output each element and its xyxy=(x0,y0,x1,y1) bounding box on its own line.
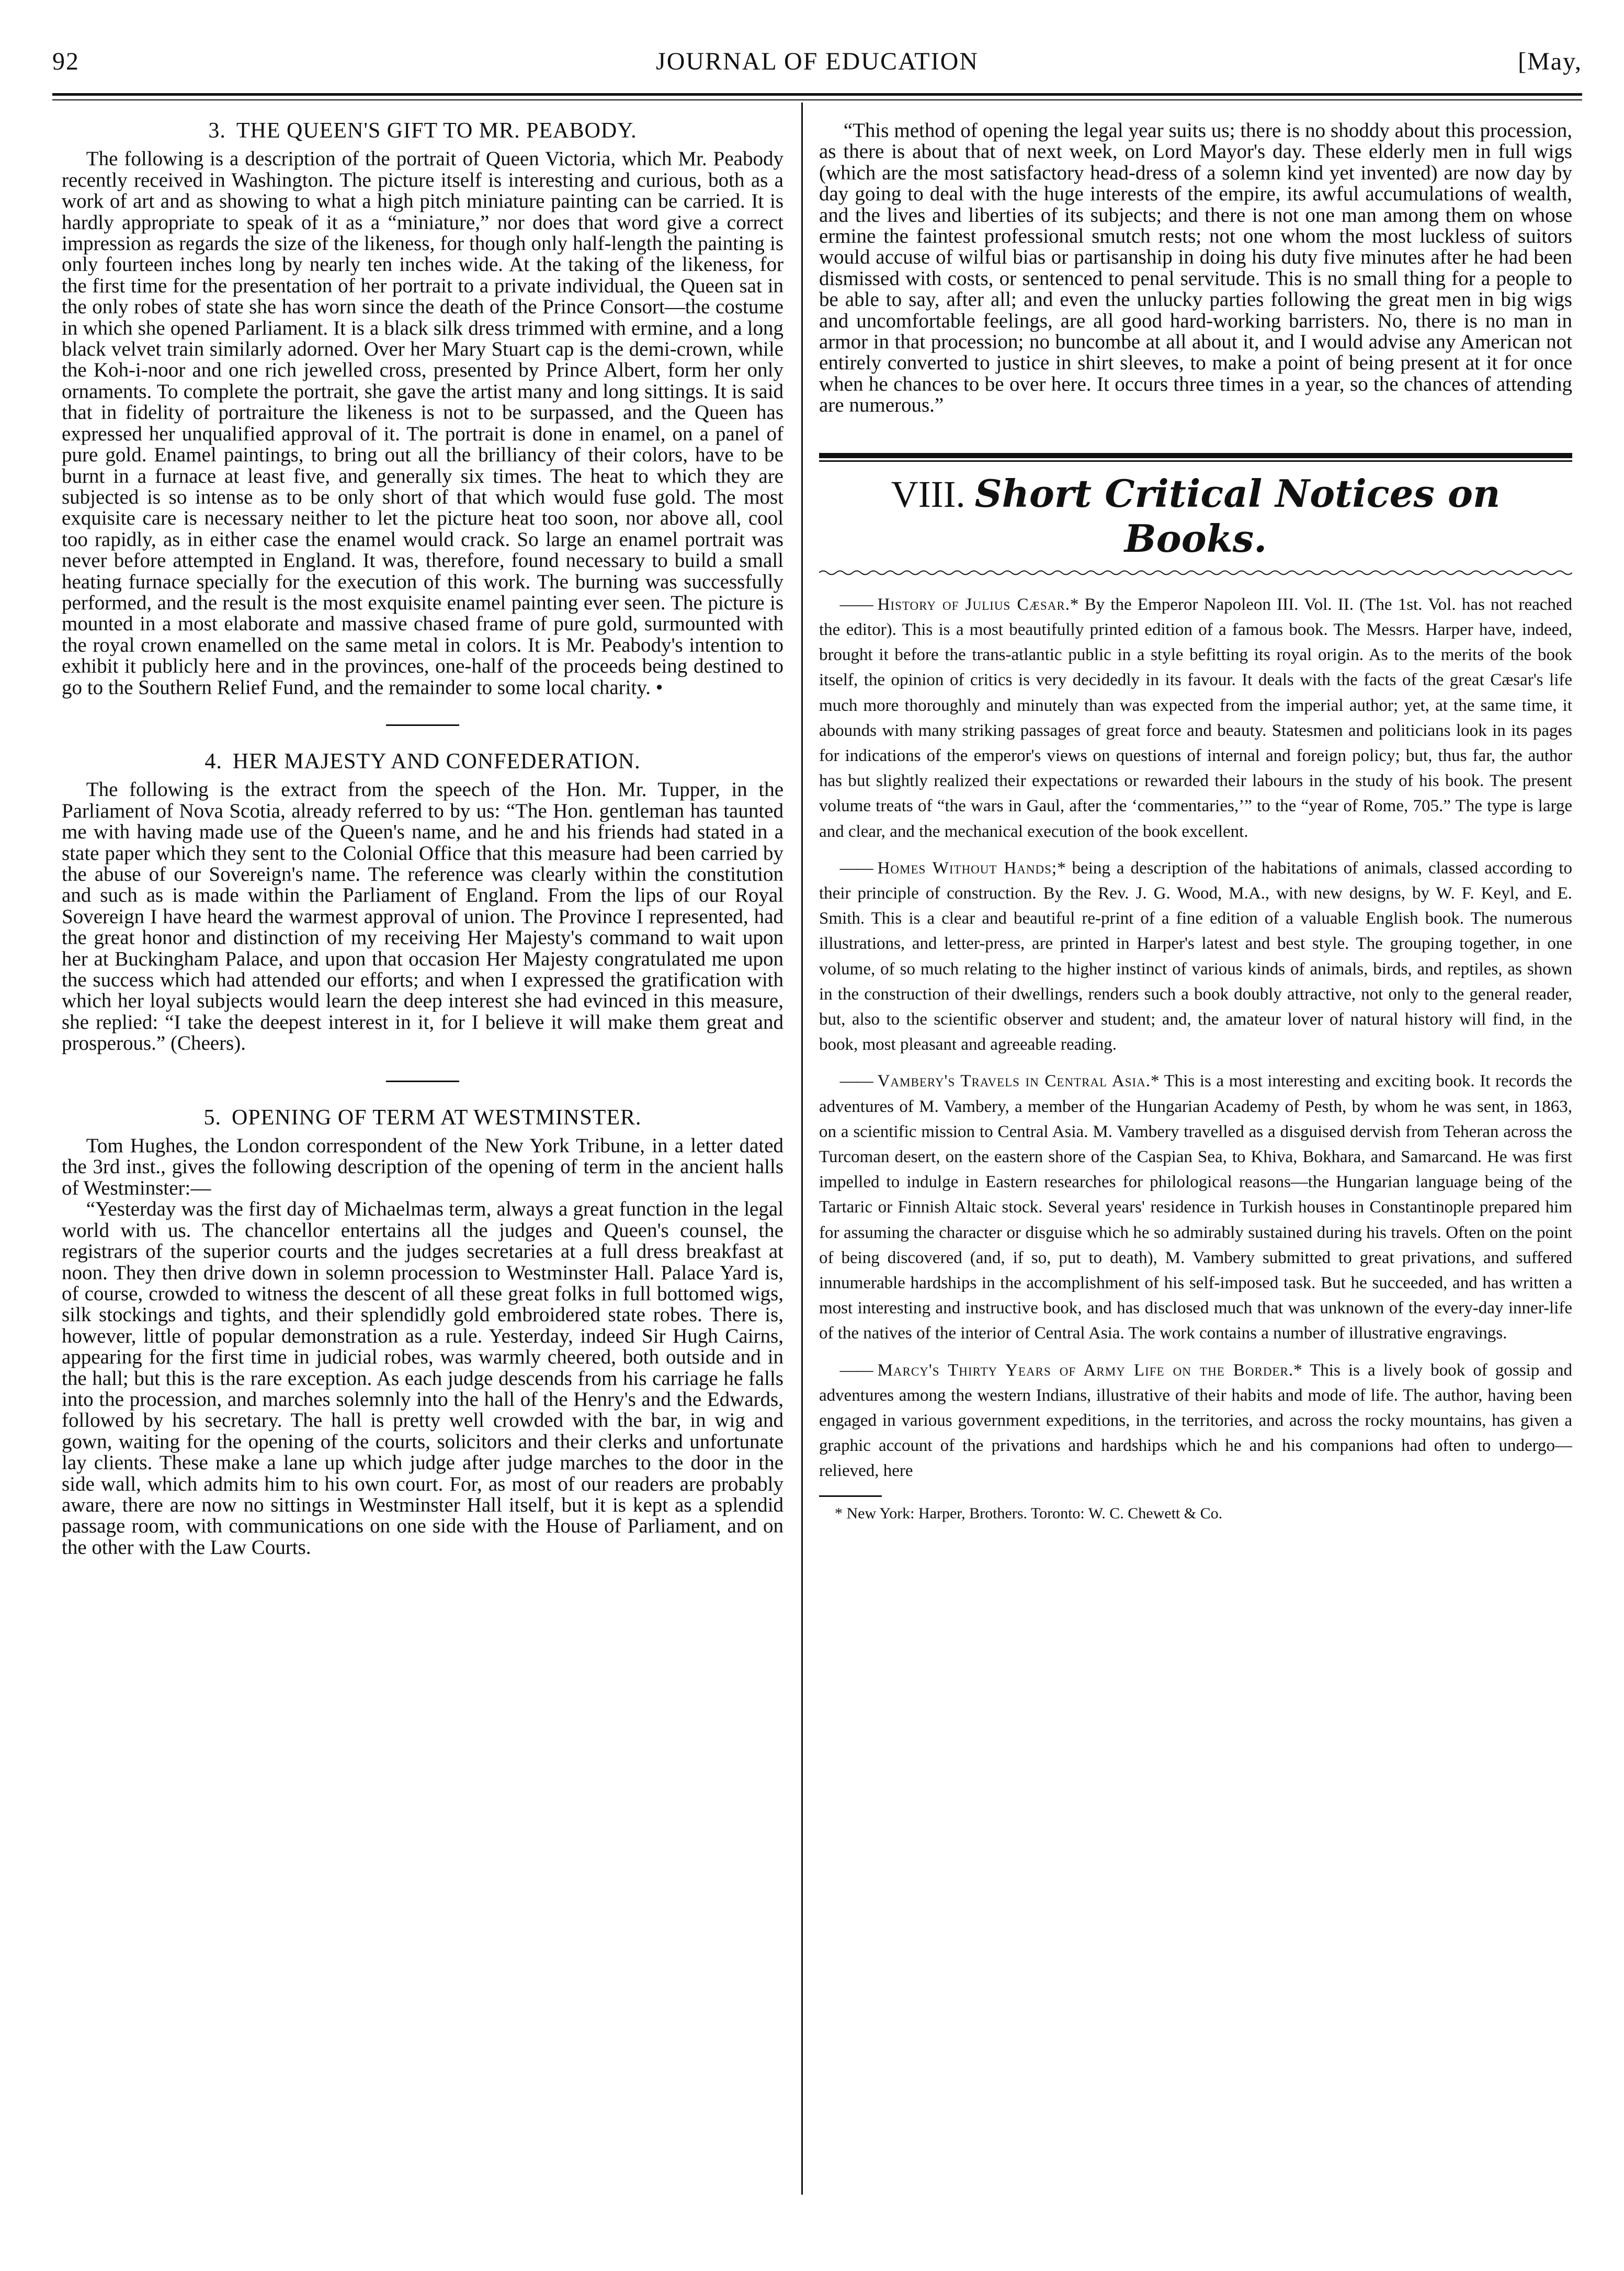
journal-title: JOURNAL OF EDUCATION xyxy=(656,48,979,75)
westminster-quote-continued: “This method of opening the legal year suits us; there is no shoddy about this procession, as there is about that of next week, on Lord Mayor's day. These elderly men in full wigs (which are the most satisfactory head-dress of a solemn kind yet invented) are now day by day going to deal with the huge interests of the empire, its awful accumulations of wealth, and the lives and liberties of its subjects; and there is not one man among them on whose ermine the faintest professional smutch rests; not one whom the most luckless of suitors would accuse of wilful bias or partisanship in doing his duty five minutes after he had been dismissed with costs, or sentenced to penal servitude. This is no small thing for a people to be able to say, after all; and even the unlucky parties following the great men in big wigs and uncomfortable feelings, are all good hard-working barristers. No, there is no man in armor in that procession; no buncombe at all about it, and I would advise any American not entirely converted to justice in shirt sleeves, to make a point of being present at it for once when he chances to be over here. It occurs three times in a year, so the chances of attending are numerous.” xyxy=(819,119,1572,417)
header-rule-thin xyxy=(52,99,1582,100)
chapter-numeral: VIII. xyxy=(891,473,966,515)
book-title: Marcy's Thirty Years of Army Life on the Border. xyxy=(877,1360,1294,1380)
section-heading xyxy=(62,120,783,141)
section-title: THE QUEEN'S GIFT TO MR. PEABODY. xyxy=(236,119,637,143)
book-notice: —— History of Julius Cæsar.* By the Emperor Napoleon III. Vol. II. (The 1st. Vol. has not reached the editor). This is a most beautifully printed edition of a famous book. The Messrs. Harper have, indeed, brought it before the trans-atlantic public in a style befitting its royal origin. As to the merits of the book itself, the opinion of critics is very decidedly in its favour. It deals with the facts of the great Cæsar's life much more thoroughly and minutely than was expected from the imperial author; yet, at the same time, it abounds with many striking passages of great force and beauty. Statesmen and politicians look in its pages for indications of the emperor's views on questions of internal and foreign policy; but, thus far, the author has but slightly realized their expectations or rewarded their labours in the study of his book. The present volume treats of “the wars in Gaul, after the ‘commentaries,’” to the “year of Rome, 705.” The type is large and clear, and the mechanical execution of the book excellent. xyxy=(819,595,1573,841)
left-column xyxy=(62,120,783,1558)
wavy-rule-ornament xyxy=(819,569,1572,577)
chapter-rule-thin xyxy=(819,460,1572,462)
article-paragraph: Tom Hughes, the London correspondent of the New York Tribune, in a letter dated the 3rd inst., gives the following description of the opening of term in the ancient halls of Westminster:— xyxy=(62,1134,783,1199)
chapter-heading xyxy=(819,471,1572,561)
section-number: 4. xyxy=(205,749,222,774)
chapter-rule-thick xyxy=(819,453,1572,458)
section-number: 3. xyxy=(208,119,226,143)
header-rule xyxy=(52,93,1582,96)
article-body: The following is the extract from the speech of the Hon. Mr. Tupper, in the Parliament of Nova Scotia, already referred to by us: “The Hon. gentleman has taunted me with having made use of the Queen's name, and he and his friends had stated in a state paper which they sent to the Colonial Office that this measure had been carried by the abuse of our Sovereign's name. The reference was clearly within the constitution and such as is made within the Parliament of England. From the lips of our Royal Sovereign I have heard the warmest approval of union. The Province I represented, had the great honor and distinction of my receiving Her Majesty's command to wait upon her at Buckingham Palace, and upon that occasion Her Majesty congratulated me upon the success which had attended our efforts; and when I expressed the gratification with which her loyal subjects would learn the deep interest she had evinced in this measure, she replied: “I take the deepest interest in it, for I believe it will make them great and prosperous.” (Cheers). xyxy=(62,778,783,1055)
article-queens-gift xyxy=(62,120,783,698)
book-notice: —— Marcy's Thirty Years of Army Life on the Border.* This is a lively book of gossip and adventures among the western Indians, illustrative of their habits and mode of life. The author, having been engaged in various government expeditions, in the territories, and across the rocky mountains, has given a graphic account of the privations and hardships which he and his companions had often to undergo—relieved, here xyxy=(819,1360,1572,1481)
issue-month: [May, xyxy=(1518,48,1582,75)
article-her-majesty xyxy=(62,751,783,1054)
article-paragraph: “Yesterday was the first day of Michaelmas term, always a great function in the legal world with us. The chancellor entertains all the judges and Queen's counsel, the registrars of the superior courts and the judges secretaries at a full dress breakfast at noon. They then drive down in solemn procession to Westminster Hall. Palace Yard is, of course, crowded to witness the descent of all these great folks in full bottomed wigs, silk stockings and tights, and their splendidly gold embroidered state robes. There is, however, little of popular demonstration as a rule. Yesterday, indeed Sir Hugh Cairns, appearing for the first time in judicial robes, was warmly cheered, both outside and in the hall; but this is the rare exception. As each judge descends from his carriage he falls into the procession, and marches solemnly into the hall of the Henry's and the Edwards, followed by his secretary. The hall is pretty well crowded with the bar, in wig and gown, waiting for the opening of the courts, solicitors and their clerks and unfortunate lay clients. These make a lane up which judge after judge marches to the door in the side wall, which admits him to his own court. For, as most of our readers are probably aware, there are now no sittings in Westminster Hall itself, but it is kept as a splendid passage room, with communications on one side with the House of Parliament, and on the other with the Law Courts. xyxy=(62,1198,783,1559)
book-title: Homes Without Hands; xyxy=(877,858,1058,878)
notice-text: * By the Emperor Napoleon III. Vol. II. (The 1st. Vol. has not reached the editor). This is a most beautifully printed edition of a famous book. The Messrs. Harper have, indeed, brought it before the trans-atlantic public in a style befitting its royal origin. As to the merits of the book itself, the opinion of critics is very decidedly in its favour. It deals with the facts of the great Cæsar's life much more thoroughly and minutely than was expected from the imperial author; yet, at the same time, it abounds with many striking passages of great force and beauty. Statesmen and politicians look in its pages for indications of the emperor's views on questions of internal and foreign policy; but, thus far, the author has but slightly realized their expectations or rewarded their labours in the study of his book. The present volume treats of “the wars in Gaul, after the ‘commentaries,’” to the “year of Rome, 705.” The type is large and clear, and the mechanical execution of the book excellent. xyxy=(819,595,1573,841)
book-notice: —— Homes Without Hands;* being a description of the habitations of animals, classed according to their principle of construction. By the Rev. J. G. Wood, M.A., with new designs, by W. F. Keyl, and E. Smith. This is a clear and beautiful re-print of a fine edition of a valuable English book. The numerous illustrations, and letter-press, are printed in Harper's latest and best style. The grouping together, in one volume, of so much relating to the higher instinct of various kinds of animals, birds, and reptiles, as shown in the construction of their dwellings, renders such a book doubly attractive, not only to the general reader, but, also to the scientific observer and student; and, the amateur lover of natural history will find, in the book, most pleasant and agreeable reading. xyxy=(819,858,1573,1054)
notice-text: * being a description of the habitations of animals, classed according to their principle of construction. By the Rev. J. G. Wood, M.A., with new designs, by W. F. Keyl, and E. Smith. This is a clear and beautiful re-print of a fine edition of a valuable English book. The numerous illustrations, and letter-press, are printed in Harper's latest and best style. The grouping together, in one volume, of so much relating to the higher instinct of various kinds of animals, birds, and reptiles, as shown in the construction of their dwellings, renders such a book doubly attractive, not only to the general reader, but, also to the scientific observer and student; and, the amateur lover of natural history will find, in the book, most pleasant and agreeable reading. xyxy=(819,858,1573,1054)
section-heading xyxy=(62,751,783,772)
footnote-rule xyxy=(819,1495,882,1497)
book-notices xyxy=(819,592,1572,1484)
chapter-title: Short Critical Notices on Books. xyxy=(974,471,1501,561)
section-separator xyxy=(386,1081,459,1082)
section-title: HER MAJESTY AND CONFEDERATION. xyxy=(232,749,641,774)
footnote: * New York: Harper, Brothers. Toronto: W. C. Chewett & Co. xyxy=(835,1504,1223,1522)
section-title: OPENING OF TERM AT WESTMINSTER. xyxy=(231,1105,642,1130)
notice-text: * This is a most interesting and exciting book. It records the adventures of M. Vambery, a member of the Hungarian Academy of Pesth, by whom he was sent, in 1863, on a scientific mission to Central Asia. M. Vambery travelled as a disguised dervish from Teheran across the Turcoman desert, on the eastern shore of the Caspian Sea, to Khiva, Bokhara, and Samarcand. He was first impelled to indulge in Eastern researches for philological reasons—the Hungarian language being of the Tartaric or Finnish Altaic stock. Several years' residence in Turkish houses in Constantinople prepared him for assuming the character or disguise which he so admirably sustained during his travels. Often on the point of being discovered (and, if so, put to death), M. Vambery submitted to great privations, and suffered innumerable hardships in the accomplishment of his self-imposed task. But he succeeded, and has written a most interesting and instructive book, and has disclosed much that was unknown of the every-day inner-life of the natives of the interior of Central Asia. The work contains a number of illustrative engravings. xyxy=(819,1072,1572,1343)
article-westminster xyxy=(62,1107,783,1559)
running-head xyxy=(52,42,1582,94)
section-number: 5. xyxy=(203,1105,221,1130)
book-title: History of Julius Cæsar. xyxy=(877,595,1070,614)
section-heading xyxy=(62,1107,783,1128)
right-column xyxy=(819,120,1572,1523)
page-number: 92 xyxy=(52,48,80,75)
column-divider xyxy=(801,103,803,2195)
article-body: The following is a description of the portrait of Queen Victoria, which Mr. Peabody recently received in Washington. The picture itself is interesting and curious, both as a work of art and as showing to what a high pitch miniature painting can be carried. It is hardly appropriate to speak of it as a “miniature,” nor does that word give a correct impression as regards the size of the likeness, for though only half-length the painting is only fourteen inches long by nearly ten inches wide. At the taking of the likeness, for the first time for the presentation of her portrait to a private individual, the Queen sat in the only robes of state she has worn since the death of the Prince Consort—the costume in which she opened Parliament. It is a black silk dress trimmed with ermine, and a long black velvet train similarly adorned. Over her Mary Stuart cap is the demi-crown, while the Koh-i-noor and one rich jewelled cross, presented by Prince Albert, form her only ornaments. To complete the portrait, she gave the artist many and long sittings. It is said that in fidelity of portraiture the likeness is not to be surpassed, and the Queen has expressed her unqualified approval of it. The portrait is done in enamel, on a panel of pure gold. Enamel paintings, to bring out all the brilliancy of their colors, have to be burnt in a furnace at least five, and generally six times. The heat to which they are subjected is so intense as to be only short of that which would fuse gold. The most exquisite care is necessary neither to let the picture heat too soon, nor above all, cool too rapidly, as in either case the enamel would crack. So large an enamel portrait was never before attempted in England. It was, therefore, found necessary to build a small heating furnace specially for the execution of this work. The burning was successfully performed, and the result is the most exquisite enamel painting ever seen. The picture is mounted in a most elaborate and massive chased frame of pure gold, surmounted with the royal crown enamelled on the same metal in colors. It is Mr. Peabody's intention to exhibit it publicly here and in the provinces, one-half of the proceeds being destined to go to the Southern Relief Fund, and the remainder to some local charity. • xyxy=(62,147,783,699)
section-separator xyxy=(386,724,459,726)
book-notice: —— Vambery's Travels in Central Asia.* This is a most interesting and exciting book. It records the adventures of M. Vambery, a member of the Hungarian Academy of Pesth, by whom he was sent, in 1863, on a scientific mission to Central Asia. M. Vambery travelled as a disguised dervish from Teheran across the Turcoman desert, on the eastern shore of the Caspian Sea, to Khiva, Bokhara, and Samarcand. He was first impelled to indulge in Eastern researches for philological reasons—the Hungarian language being of the Tartaric or Finnish Altaic stock. Several years' residence in Turkish houses in Constantinople prepared him for assuming the character or disguise which he so admirably sustained during his travels. Often on the point of being discovered (and, if so, put to death), M. Vambery submitted to great privations, and suffered innumerable hardships in the accomplishment of his self-imposed task. But he succeeded, and has written a most interesting and instructive book, and has disclosed much that was unknown of the every-day inner-life of the natives of the interior of Central Asia. The work contains a number of illustrative engravings. xyxy=(819,1072,1572,1343)
book-title: Vambery's Travels in Central Asia. xyxy=(877,1072,1151,1091)
notice-text: * This is a lively book of gossip and adventures among the western Indians, illustrative of their habits and mode of life. The author, having been engaged in various government expeditions, in the territories, and across the rocky mountains, has given a graphic account of the privations and hardships which he and his companions had often to undergo—relieved, here xyxy=(819,1360,1572,1481)
